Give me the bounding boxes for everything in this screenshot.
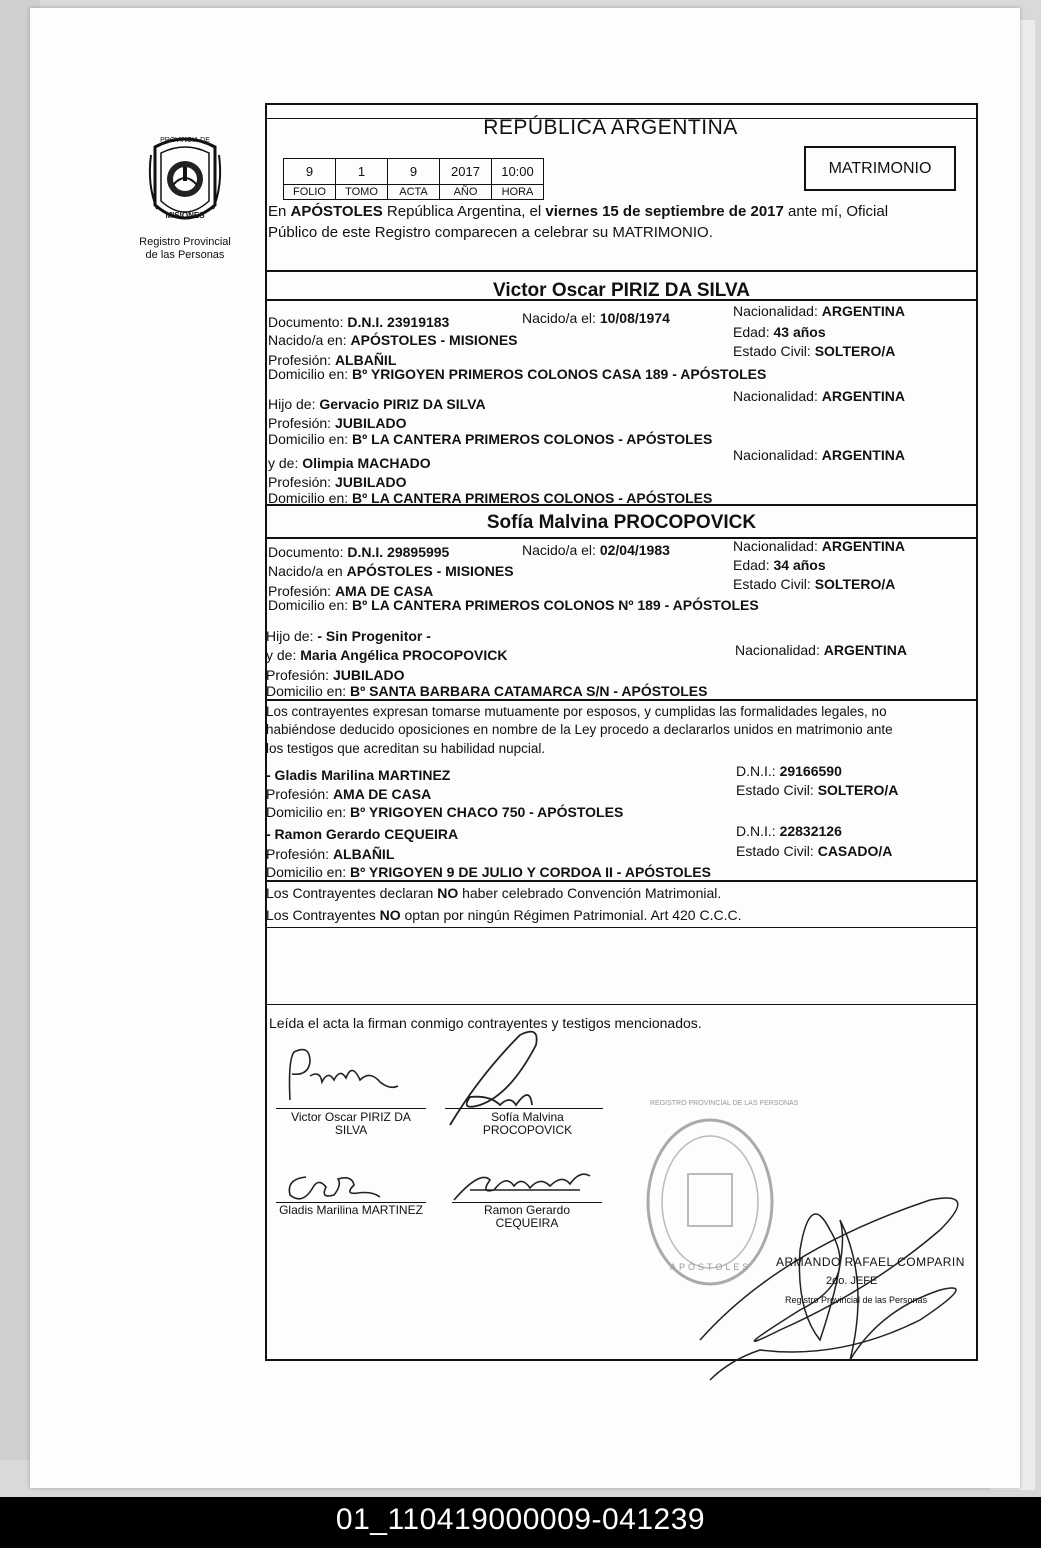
groom-home: Domicilio en: Bº YRIGOYEN PRIMEROS COLONOS CASA 189 - APÓSTOLES: [268, 366, 767, 382]
witness-1-home: Domicilio en: Bº YRIGOYEN CHACO 750 - APÓSTOLES: [266, 804, 624, 820]
groom-signature-caption: Victor Oscar PIRIZ DA SILVA: [291, 1110, 411, 1137]
folio-value: 9: [284, 159, 336, 185]
bride-nationality: Nacionalidad: ARGENTINA: [733, 538, 905, 554]
tomo-value: 1: [336, 159, 388, 185]
seal-caption: Registro Provincial de las Personas: [139, 236, 231, 261]
witness-2-signature: [450, 1160, 600, 1205]
convention-line-1: Los Contrayentes declaran NO haber celebrado Convención Matrimonial.: [266, 885, 722, 901]
groom-born: Nacido/a el: 10/08/1974: [522, 310, 670, 326]
year-label: AÑO: [440, 185, 492, 200]
bride-name: Sofía Malvina PROCOPOVICK: [486, 512, 757, 533]
acta-label: ACTA: [388, 185, 440, 200]
groom-father: Hijo de: Gervacio PIRIZ DA SILVA: [268, 396, 486, 412]
closing-text: Leída el acta la firman conmigo contrayentes y testigos mencionados.: [269, 1015, 702, 1031]
witness-2-profession: Profesión: ALBAÑIL: [266, 846, 395, 862]
bride-doc: Documento: D.N.I. 29895995: [268, 544, 450, 560]
groom-age: Edad: 43 años: [733, 324, 826, 340]
bride-age: Edad: 34 años: [733, 557, 826, 573]
bride-born: Nacido/a el: 02/04/1983: [522, 542, 670, 558]
stamp-place: APÓSTOLES: [670, 1262, 752, 1272]
witness-2-dni: D.N.I.: 22832126: [736, 823, 842, 839]
declaration-line-1: Los contrayentes expresan tomarse mutuamente por esposos, y cumplidas las formalidades legales, no: [266, 704, 887, 719]
acta-value: 9: [388, 159, 440, 185]
document-id-bar: 01_110419000009-041239: [0, 1497, 1041, 1548]
stamp-text: REGISTRO PROVINCIAL DE LAS PERSONAS: [650, 1100, 799, 1107]
witness-2-signature-caption: Ramon Gerardo CEQUEIRA: [483, 1203, 571, 1230]
witness-1-signature-caption: Gladis Marilina MARTINEZ: [279, 1203, 423, 1217]
declaration-line-2: habiéndose deducido oposiciones en nombre de la Ley procedo a declararlos unidos en matrimonio ante: [266, 722, 893, 737]
witness-2-name: - Ramon Gerardo CEQUEIRA: [266, 826, 459, 842]
witness-2-home: Domicilio en: Bº YRIGOYEN 9 DE JULIO Y CORDOA II - APÓSTOLES: [266, 864, 711, 880]
country-title: REPÚBLICA ARGENTINA: [483, 116, 738, 139]
convention-line-2: Los Contrayentes NO optan por ningún Régimen Patrimonial. Art 420 C.C.C.: [266, 907, 742, 923]
province-seal: [145, 135, 225, 235]
bride-profession: Profesión: AMA DE CASA: [268, 583, 434, 599]
act-type-box: MATRIMONIO: [804, 146, 956, 191]
groom-father-home: Domicilio en: Bº LA CANTERA PRIMEROS COLONOS - APÓSTOLES: [268, 431, 713, 447]
bride-home: Domicilio en: Bº LA CANTERA PRIMEROS COLONOS Nº 189 - APÓSTOLES: [268, 597, 759, 613]
year-value: 2017: [440, 159, 492, 185]
official-org: Registro Provincial de las Personas: [785, 1295, 928, 1305]
witness-1-profession: Profesión: AMA DE CASA: [266, 786, 432, 802]
official-name: ARMANDO RAFAEL COMPARIN: [776, 1255, 965, 1269]
groom-mother: y de: Olimpia MACHADO: [268, 455, 431, 471]
declaration-line-3: los testigos que acreditan su habilidad nupcial.: [266, 741, 546, 756]
groom-mother-prof: Profesión: JUBILADO: [268, 474, 407, 490]
bride-mother-home: Domicilio en: Bº SANTA BARBARA CATAMARCA S/N - APÓSTOLES: [266, 683, 708, 699]
groom-doc: Documento: D.N.I. 23919183: [268, 314, 450, 330]
seal-text-bottom: MISIONES: [165, 211, 205, 220]
witness-1-dni: D.N.I.: 29166590: [736, 763, 842, 779]
groom-profession: Profesión: ALBAÑIL: [268, 352, 397, 368]
bride-mother: y de: Maria Angélica PROCOPOVICK: [266, 647, 508, 663]
groom-mother-home: Domicilio en: Bº LA CANTERA PRIMEROS COLONOS - APÓSTOLES: [268, 490, 713, 506]
folio-label: FOLIO: [284, 185, 336, 200]
witness-1-name: - Gladis Marilina MARTINEZ: [266, 767, 451, 783]
official-title: 2do. JEFE: [826, 1275, 878, 1287]
bride-civil: Estado Civil: SOLTERO/A: [733, 576, 896, 592]
groom-father-nat: Nacionalidad: ARGENTINA: [733, 388, 905, 404]
tomo-label: TOMO: [336, 185, 388, 200]
bride-birthplace: Nacido/a en APÓSTOLES - MISIONES: [268, 563, 514, 579]
groom-mother-nat: Nacionalidad: ARGENTINA: [733, 447, 905, 463]
record-table: [283, 158, 544, 200]
intro-line-2: Público de este Registro comparecen a celebrar su MATRIMONIO.: [268, 224, 713, 241]
groom-name: Victor Oscar PIRIZ DA SILVA: [493, 280, 750, 301]
groom-nationality: Nacionalidad: ARGENTINA: [733, 303, 905, 319]
groom-civil: Estado Civil: SOLTERO/A: [733, 343, 896, 359]
groom-signature: [280, 1040, 410, 1105]
hour-label: HORA: [492, 185, 544, 200]
witness-2-civil: Estado Civil: CASADO/A: [736, 843, 893, 859]
bride-father: Hijo de: - Sin Progenitor -: [266, 628, 431, 644]
intro-line-1: En APÓSTOLES República Argentina, el viernes 15 de septiembre de 2017 ante mí, Oficial: [268, 203, 889, 220]
bride-mother-prof: Profesión: JUBILADO: [266, 667, 405, 683]
bride-signature-caption: Sofía Malvina PROCOPOVICK: [482, 1110, 573, 1137]
bride-mother-nat: Nacionalidad: ARGENTINA: [735, 642, 907, 658]
seal-text-top: PROVINCIA DE: [160, 137, 210, 144]
hour-value: 10:00: [492, 159, 544, 185]
witness-1-civil: Estado Civil: SOLTERO/A: [736, 782, 899, 798]
groom-father-prof: Profesión: JUBILADO: [268, 415, 407, 431]
groom-birthplace: Nacido/a en: APÓSTOLES - MISIONES: [268, 332, 518, 348]
